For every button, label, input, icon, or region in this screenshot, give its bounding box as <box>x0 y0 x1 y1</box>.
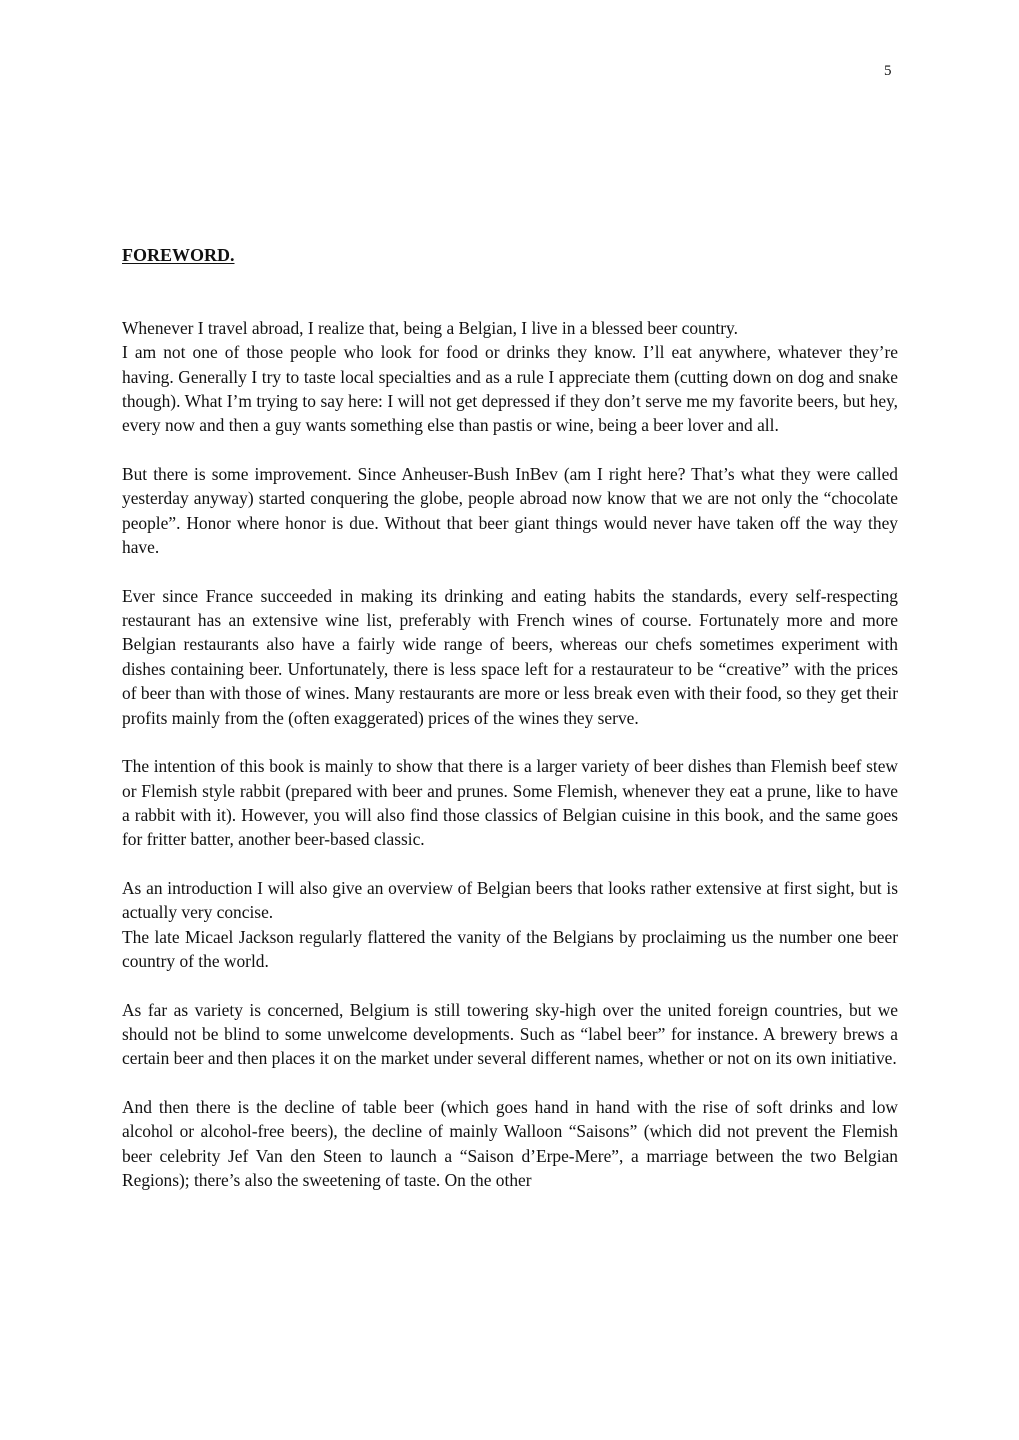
paragraph-7-line-1: And then there is the decline of table beer (which goes hand in hand with the rise of soft drinks and low alcohol or alcohol-free beers), the decline of mainly Walloon “Saisons” (which did not prevent the Flemish beer celebrity Jef Van den Steen to launch a “Saison d’Erpe-Mere”, a marriage between the two Belgian Regions); there’s also the sweetening of taste. On the other <box>122 1097 898 1191</box>
paragraph-5 <box>122 876 898 973</box>
foreword-heading: FOREWORD. <box>122 245 235 265</box>
foreword-body <box>122 316 898 1217</box>
paragraph-7 <box>122 1095 898 1192</box>
paragraph-4-line-1: The intention of this book is mainly to show that there is a larger variety of beer dishes than Flemish beef stew or Flemish style rabbit (prepared with beer and prunes. Some Flemish, whenever they eat a prune, like to have a rabbit with it). However, you will also find those classics of Belgian cuisine in this book, and the same goes for fritter batter, another beer-based classic. <box>122 756 898 850</box>
paragraph-5-line-1: As an introduction I will also give an overview of Belgian beers that looks rather extensive at first sight, but is actually very concise. <box>122 877 898 923</box>
paragraph-2-line-1: But there is some improvement. Since Anheuser-Bush InBev (am I right here? That’s what they were called yesterday anyway) started conquering the globe, people abroad now know that we are not only the “chocolate people”. Honor where honor is due. Without that beer giant things would never have taken off the way they have. <box>122 464 898 558</box>
paragraph-3-line-1: Ever since France succeeded in making its drinking and eating habits the standards, every self-respecting restaurant has an extensive wine list, preferably with French wines of course. Fortunately more and more Belgian restaurants also have a fairly wide range of beers, whereas our chefs sometimes experiment with dishes containing beer. Unfortunately, there is less space left for a restaurateur to be “creative” with the prices of beer than with those of wines. Many restaurants are more or less break even with their food, so they get their profits mainly from the (often exaggerated) prices of the wines they serve. <box>122 585 898 728</box>
paragraph-1-line-1: Whenever I travel abroad, I realize that, being a Belgian, I live in a blessed beer country. <box>122 318 738 338</box>
paragraph-6 <box>122 998 898 1071</box>
paragraph-1-line-2: I am not one of those people who look for food or drinks they know. I’ll eat anywhere, whatever they’re having. Generally I try to taste local specialties and as a rule I appreciate them (cutting down on dog and snake though). What I’m trying to say here: I will not get depressed if they don’t serve me my favorite beers, but hey, every now and then a guy wants something else than pastis or wine, being a beer lover and all. <box>122 342 898 436</box>
paragraph-1 <box>122 316 898 438</box>
paragraph-4 <box>122 754 898 851</box>
page-number: 5 <box>884 63 892 79</box>
paragraph-5-line-2: The late Micael Jackson regularly flattered the vanity of the Belgians by proclaiming us the number one beer country of the world. <box>122 926 898 971</box>
paragraph-2 <box>122 462 898 559</box>
paragraph-6-line-1: As far as variety is concerned, Belgium is still towering sky-high over the united foreign countries, but we should not be blind to some unwelcome developments. Such as “label beer” for instance. A brewery brews a certain beer and then places it on the market under several different names, whether or not on its own initiative. <box>122 999 898 1069</box>
paragraph-3 <box>122 584 898 730</box>
